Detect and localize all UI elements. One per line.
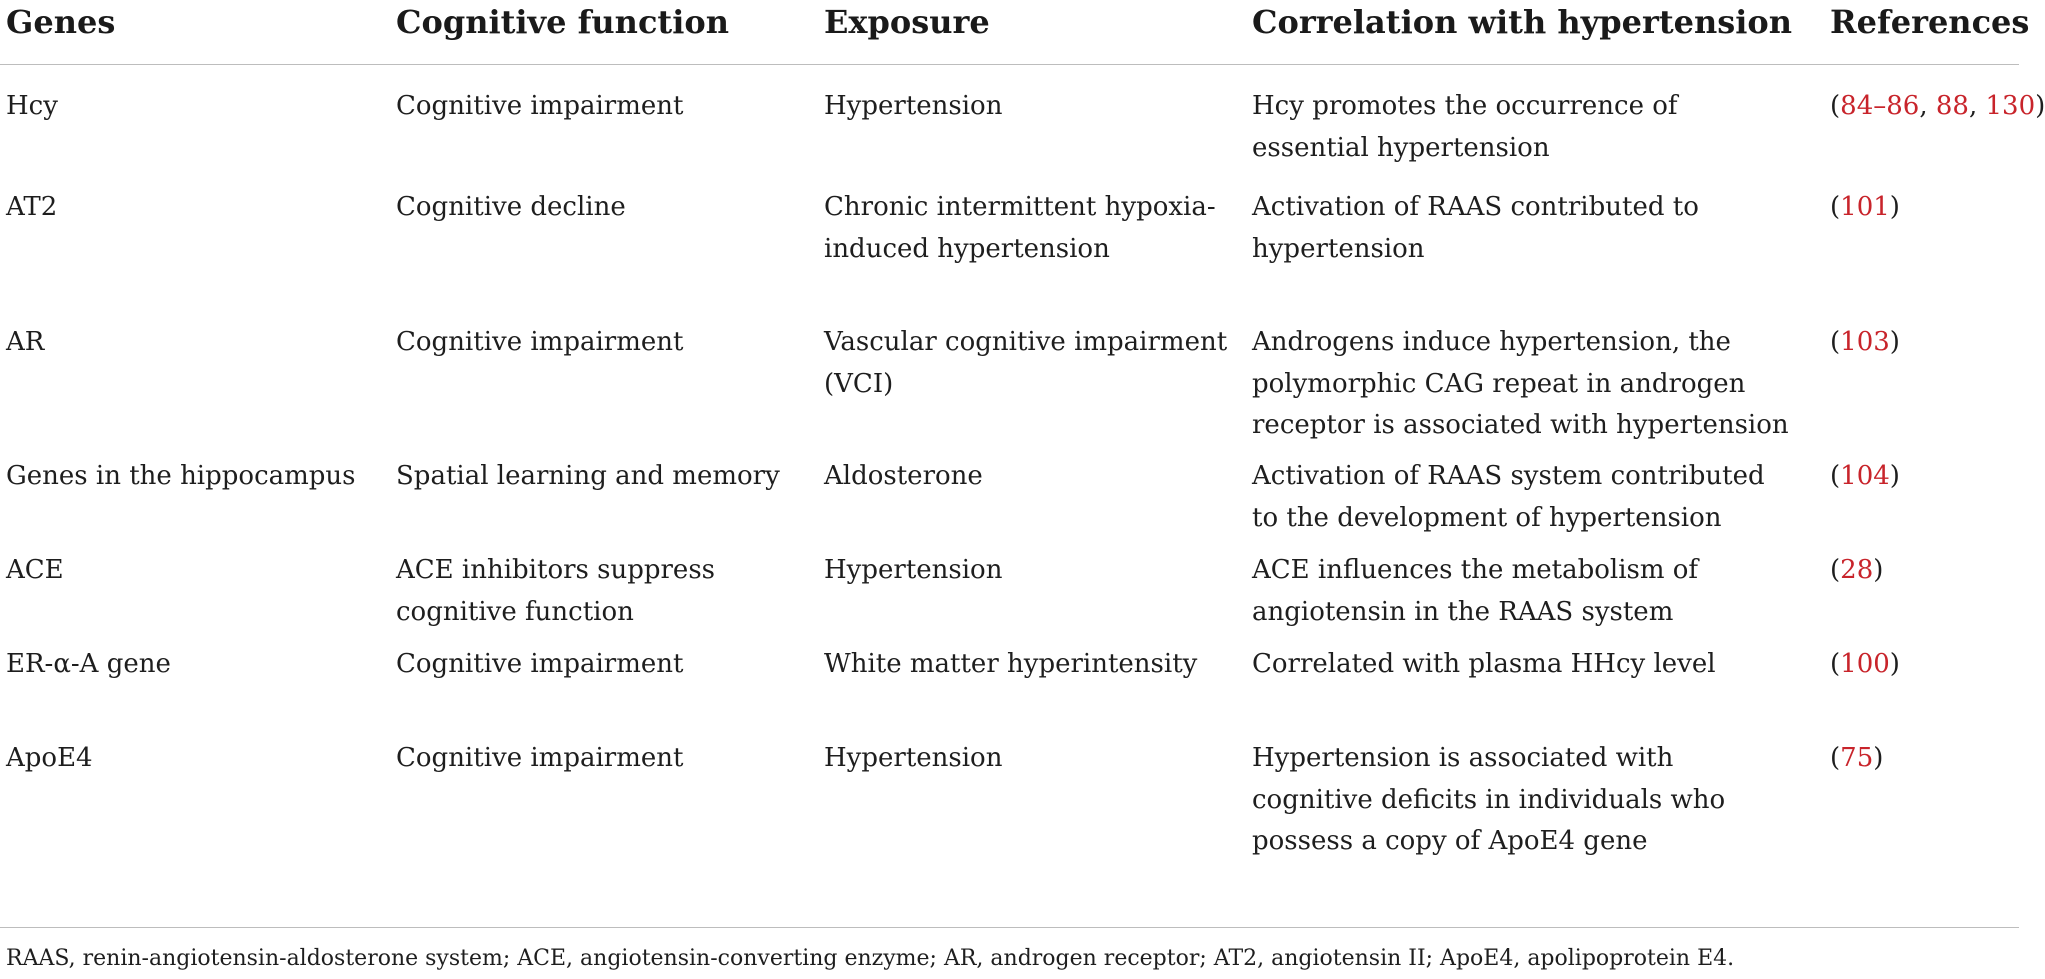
cell-gene: AT2: [6, 192, 58, 222]
cell-exposure: Chronic intermittent hypoxia-induced hypertension: [824, 192, 1216, 264]
table-footnote: RAAS, renin-angiotensin-aldosterone system; ACE, angiotensin-converting enzyme; AR, androgen receptor; AT2, angiotensin II; ApoE4, apolipoprotein E4.: [6, 946, 1735, 971]
reference-link[interactable]: 104: [1840, 461, 1890, 491]
cell-cognitive-function: Cognitive impairment: [396, 327, 684, 357]
cell-references: (103): [1830, 327, 1900, 357]
cell-exposure: Hypertension: [824, 743, 1003, 773]
cell-correlation: Activation of RAAS contributed to hypertension: [1252, 192, 1699, 264]
reference-link[interactable]: 103: [1840, 327, 1890, 357]
cell-gene: Hcy: [6, 91, 58, 121]
cell-references: (100): [1830, 649, 1900, 679]
cell-gene: ApoE4: [6, 743, 93, 773]
cell-exposure: Hypertension: [824, 555, 1003, 585]
header-correlation: Correlation with hypertension: [1252, 3, 1792, 41]
cell-references: (28): [1830, 555, 1884, 585]
cell-gene: ACE: [6, 555, 64, 585]
cell-correlation: Hypertension is associated with cognitive deficits in individuals who possess a copy of ApoE4 gene: [1252, 743, 1726, 856]
reference-link[interactable]: 101: [1840, 192, 1890, 222]
footer-rule: [0, 927, 2019, 928]
reference-link[interactable]: 28: [1840, 555, 1874, 585]
reference-link[interactable]: 75: [1840, 743, 1874, 773]
cell-exposure: Hypertension: [824, 91, 1003, 121]
cell-cognitive-function: Cognitive impairment: [396, 91, 684, 121]
reference-link[interactable]: 100: [1840, 649, 1890, 679]
cell-cognitive-function: Cognitive impairment: [396, 649, 684, 679]
cell-correlation: Correlated with plasma HHcy level: [1252, 649, 1716, 679]
cell-cognitive-function: ACE inhibitors suppress cognitive function: [396, 555, 716, 627]
cell-exposure: Aldosterone: [824, 461, 983, 491]
cell-references: (101): [1830, 192, 1900, 222]
reference-link[interactable]: 84–86: [1840, 91, 1920, 121]
header-genes: Genes: [6, 3, 116, 41]
cell-gene: AR: [6, 327, 45, 357]
cell-cognitive-function: Cognitive decline: [396, 192, 626, 222]
cell-gene: ER-α-A gene: [6, 649, 171, 679]
cell-cognitive-function: Spatial learning and memory: [396, 461, 780, 491]
cell-correlation: Activation of RAAS system contributed to the development of hypertension: [1252, 461, 1765, 533]
header-references: References: [1830, 3, 2030, 41]
cell-correlation: ACE influences the metabolism of angiotensin in the RAAS system: [1252, 555, 1699, 627]
header-exposure: Exposure: [824, 3, 990, 41]
reference-link[interactable]: 88: [1935, 91, 1969, 121]
cell-references: (84–86, 88, 130): [1830, 91, 2045, 121]
cell-exposure: White matter hyperintensity: [824, 649, 1198, 679]
cell-references: (75): [1830, 743, 1884, 773]
cell-gene: Genes in the hippocampus: [6, 461, 356, 491]
cell-exposure: Vascular cognitive impairment (VCI): [824, 327, 1228, 399]
header-cognitive-function: Cognitive function: [396, 3, 729, 41]
cell-correlation: Androgens induce hypertension, the polymorphic CAG repeat in androgen receptor is associated with hypertension: [1252, 327, 1789, 440]
cell-cognitive-function: Cognitive impairment: [396, 743, 684, 773]
table-header-row: [0, 0, 2030, 65]
cell-references: (104): [1830, 461, 1900, 491]
cell-correlation: Hcy promotes the occurrence of essential hypertension: [1252, 91, 1678, 163]
reference-link[interactable]: 130: [1985, 91, 2036, 121]
